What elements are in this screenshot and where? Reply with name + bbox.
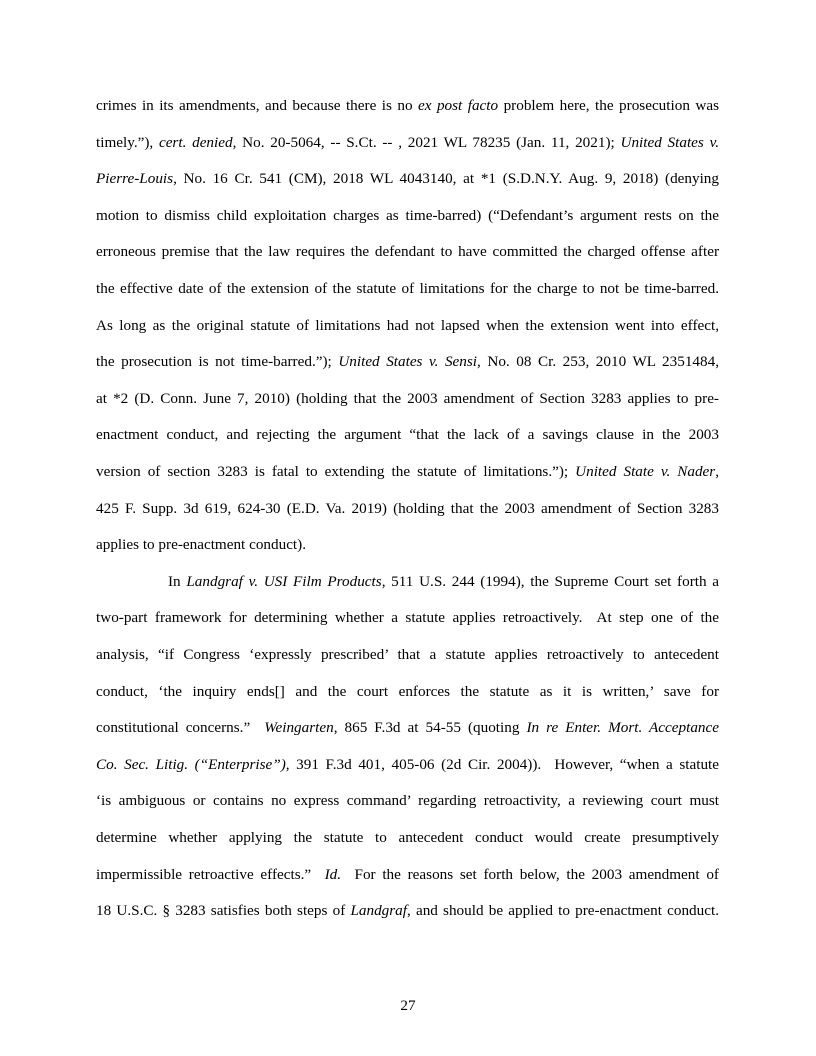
text-run: impermissible retroactive effects.” — [96, 865, 325, 883]
text-line — [168, 572, 719, 592]
text-run: 425 F. Supp. 3d 619, 624-30 (E.D. Va. 2019) (holding that the 2003 amendment of Section 3283 — [96, 499, 719, 517]
text-run: timely.”), — [96, 133, 159, 151]
italic-text: ex post facto — [418, 97, 499, 114]
text-line — [96, 718, 719, 738]
text-run: In — [168, 572, 187, 590]
text-line — [96, 242, 719, 262]
italic-text: Landgraf v. USI Film Products — [186, 572, 382, 590]
text-run: at *2 (D. Conn. June 7, 2010) (holding that the 2003 amendment of Section 3283 applies to pre- — [96, 389, 719, 407]
italic-text: United States v. Sensi — [338, 353, 478, 371]
text-run: analysis, “if Congress ‘expressly prescribed’ that a statute applies retroactively to antecedent — [96, 646, 719, 663]
text-line — [96, 206, 719, 226]
italic-text: United State v. Nader — [575, 463, 716, 480]
text-line — [96, 133, 719, 153]
italic-text: United States v. — [620, 133, 719, 151]
text-line — [96, 279, 719, 299]
text-run: problem here, the prosecution was — [498, 97, 719, 114]
text-line — [96, 352, 719, 372]
text-run: As long as the original statute of limitations had not lapsed when the extension went into effect, — [96, 316, 719, 334]
text-run: enactment conduct, and rejecting the argument “that the lack of a savings clause in the 2003 — [96, 426, 719, 444]
text-line — [96, 462, 719, 482]
italic-text: Id. — [324, 865, 342, 883]
text-run: applies to pre-enactment conduct). — [96, 536, 307, 554]
text-run: , and should be applied to pre-enactment conduct. — [406, 902, 719, 920]
text-line — [96, 865, 719, 885]
text-line — [96, 828, 719, 848]
text-line — [96, 755, 719, 775]
text-run: , No. 16 Cr. 541 (CM), 2018 WL 4043140, at *1 (S.D.N.Y. Aug. 9, 2018) (denying — [173, 170, 719, 188]
italic-text: Landgraf — [350, 902, 407, 920]
text-run: the effective date of the extension of the statute of limitations for the charge to not be time-barred. — [96, 280, 719, 297]
text-line — [96, 682, 719, 702]
page-number: 27 — [400, 997, 416, 1014]
text-line — [96, 645, 719, 665]
text-run: 18 U.S.C. § 3283 satisfies both steps of — [96, 902, 351, 920]
text-run: , — [715, 463, 720, 480]
text-run: determine whether applying the statute to antecedent conduct would create presumptively — [96, 829, 719, 846]
italic-text: Weingarten — [264, 719, 334, 737]
text-run: two-part framework for determining whether a statute applies retroactively. At step one of the — [96, 609, 719, 627]
text-line — [96, 791, 719, 811]
text-run: , 865 F.3d at 54-55 (quoting — [333, 719, 527, 737]
text-run: motion to dismiss child exploitation charges as time-barred) (“Defendant’s argument rests on the — [96, 206, 719, 224]
text-run: , No. 08 Cr. 253, 2010 WL 2351484, — [477, 353, 719, 371]
text-run: erroneous premise that the law requires the defendant to have committed the charged offense after — [96, 243, 719, 261]
text-run: , 511 U.S. 244 (1994), the Supreme Court set forth a — [381, 572, 719, 590]
text-line — [96, 169, 719, 189]
text-line — [96, 96, 719, 116]
text-run: , 391 F.3d 401, 405-06 (2d Cir. 2004)). However, “when a statute — [285, 755, 719, 773]
text-line — [96, 389, 719, 409]
text-line — [96, 316, 719, 336]
text-line — [96, 901, 719, 921]
italic-text: Co. Sec. Litig. (“Enterprise”) — [96, 755, 286, 773]
text-run: conduct, ‘the inquiry ends[] and the court enforces the statute as it is written,’ save for — [96, 682, 719, 700]
text-line — [96, 608, 719, 628]
text-line — [96, 535, 719, 555]
text-run: the prosecution is not time-barred.”); — [96, 353, 339, 371]
text-run: crimes in its amendments, and because there is no — [96, 97, 419, 114]
italic-text: In re Enter. Mort. Acceptance — [526, 719, 719, 737]
italic-text: Pierre-Louis — [96, 170, 174, 188]
text-run: For the reasons set forth below, the 2003 amendment of — [341, 865, 719, 883]
text-run: constitutional concerns.” — [96, 719, 265, 737]
text-run: , No. 20-5064, -- S.Ct. -- , 2021 WL 78235 (Jan. 11, 2021); — [232, 133, 621, 151]
text-run: ‘is ambiguous or contains no express command’ regarding retroactivity, a reviewing court must — [96, 792, 719, 810]
text-line — [96, 499, 719, 519]
text-run: version of section 3283 is fatal to extending the statute of limitations.”); — [96, 463, 576, 480]
italic-text: cert. denied — [158, 133, 233, 151]
text-line — [96, 425, 719, 445]
